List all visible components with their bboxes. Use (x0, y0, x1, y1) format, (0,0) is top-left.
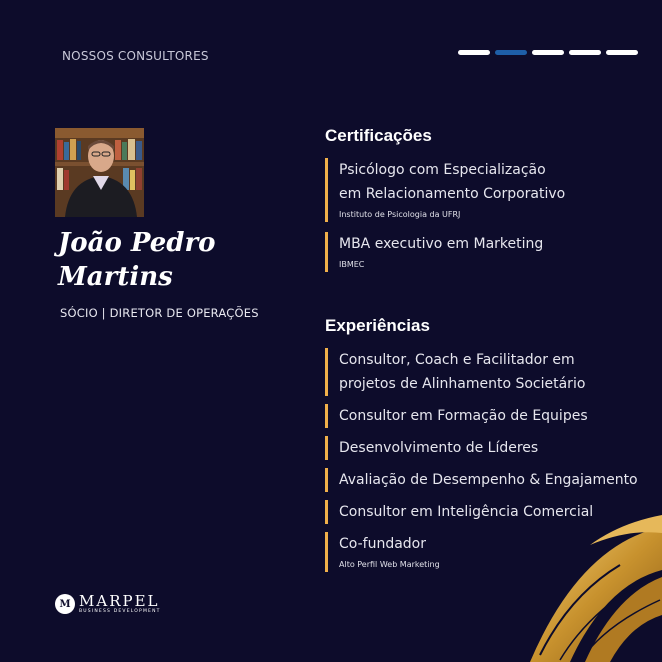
experience-title-line: Consultor, Coach e Facilitador em (339, 352, 575, 368)
person-portrait-icon (55, 128, 144, 217)
certification-title-line: em Relacionamento Corporativo (339, 186, 566, 202)
experience-title: Consultor em Formação de Equipes (339, 408, 588, 424)
experience-company: Alto Perfil Web Marketing (339, 560, 440, 569)
pager-dot[interactable] (458, 50, 490, 55)
certification-title: MBA executivo em Marketing (339, 236, 544, 252)
company-logo (55, 594, 161, 614)
logo-mark-icon: M (55, 594, 75, 614)
experience-title: Co-fundador (339, 536, 427, 552)
certification-item (325, 232, 660, 272)
section-label: NOSSOS CONSULTORES (62, 49, 209, 63)
profile-name-last: Martins (58, 262, 173, 292)
experience-title: Avaliação de Desempenho & Engajamento (339, 472, 638, 488)
certification-institution: Instituto de Psicologia da UFRJ (339, 210, 461, 219)
carousel-pager (458, 50, 638, 55)
profile-name-first: João Pedro (58, 228, 216, 258)
experience-title: Desenvolvimento de Líderes (339, 440, 539, 456)
pager-dot[interactable] (532, 50, 564, 55)
profile-role: SÓCIO | DIRETOR DE OPERAÇÕES (60, 306, 259, 320)
pager-dot[interactable] (569, 50, 601, 55)
logo-tagline: BUSINESS DEVELOPMENT (79, 609, 161, 614)
certifications-section (325, 126, 660, 272)
experience-title-line: projetos de Alinhamento Societário (339, 376, 586, 392)
logo-brand: MARPEL (79, 592, 160, 610)
profile-photo (55, 128, 144, 217)
experiences-heading: Experiências (325, 316, 430, 335)
certification-institution: IBMEC (339, 260, 365, 269)
certification-title-line: Psicólogo com Especialização (339, 162, 546, 178)
experience-item (325, 404, 660, 428)
pager-dot-active[interactable] (495, 50, 527, 55)
certification-item (325, 158, 660, 222)
gold-brush-decoration-icon (510, 515, 662, 662)
pager-dot[interactable] (606, 50, 638, 55)
experience-item (325, 348, 660, 396)
experience-item (325, 436, 660, 460)
experience-title: Consultor em Inteligência Comercial (339, 504, 594, 520)
certifications-heading: Certificações (325, 126, 432, 145)
experience-title (339, 348, 660, 396)
experience-item (325, 468, 660, 492)
certification-title (339, 158, 660, 206)
profile-name (58, 226, 278, 294)
